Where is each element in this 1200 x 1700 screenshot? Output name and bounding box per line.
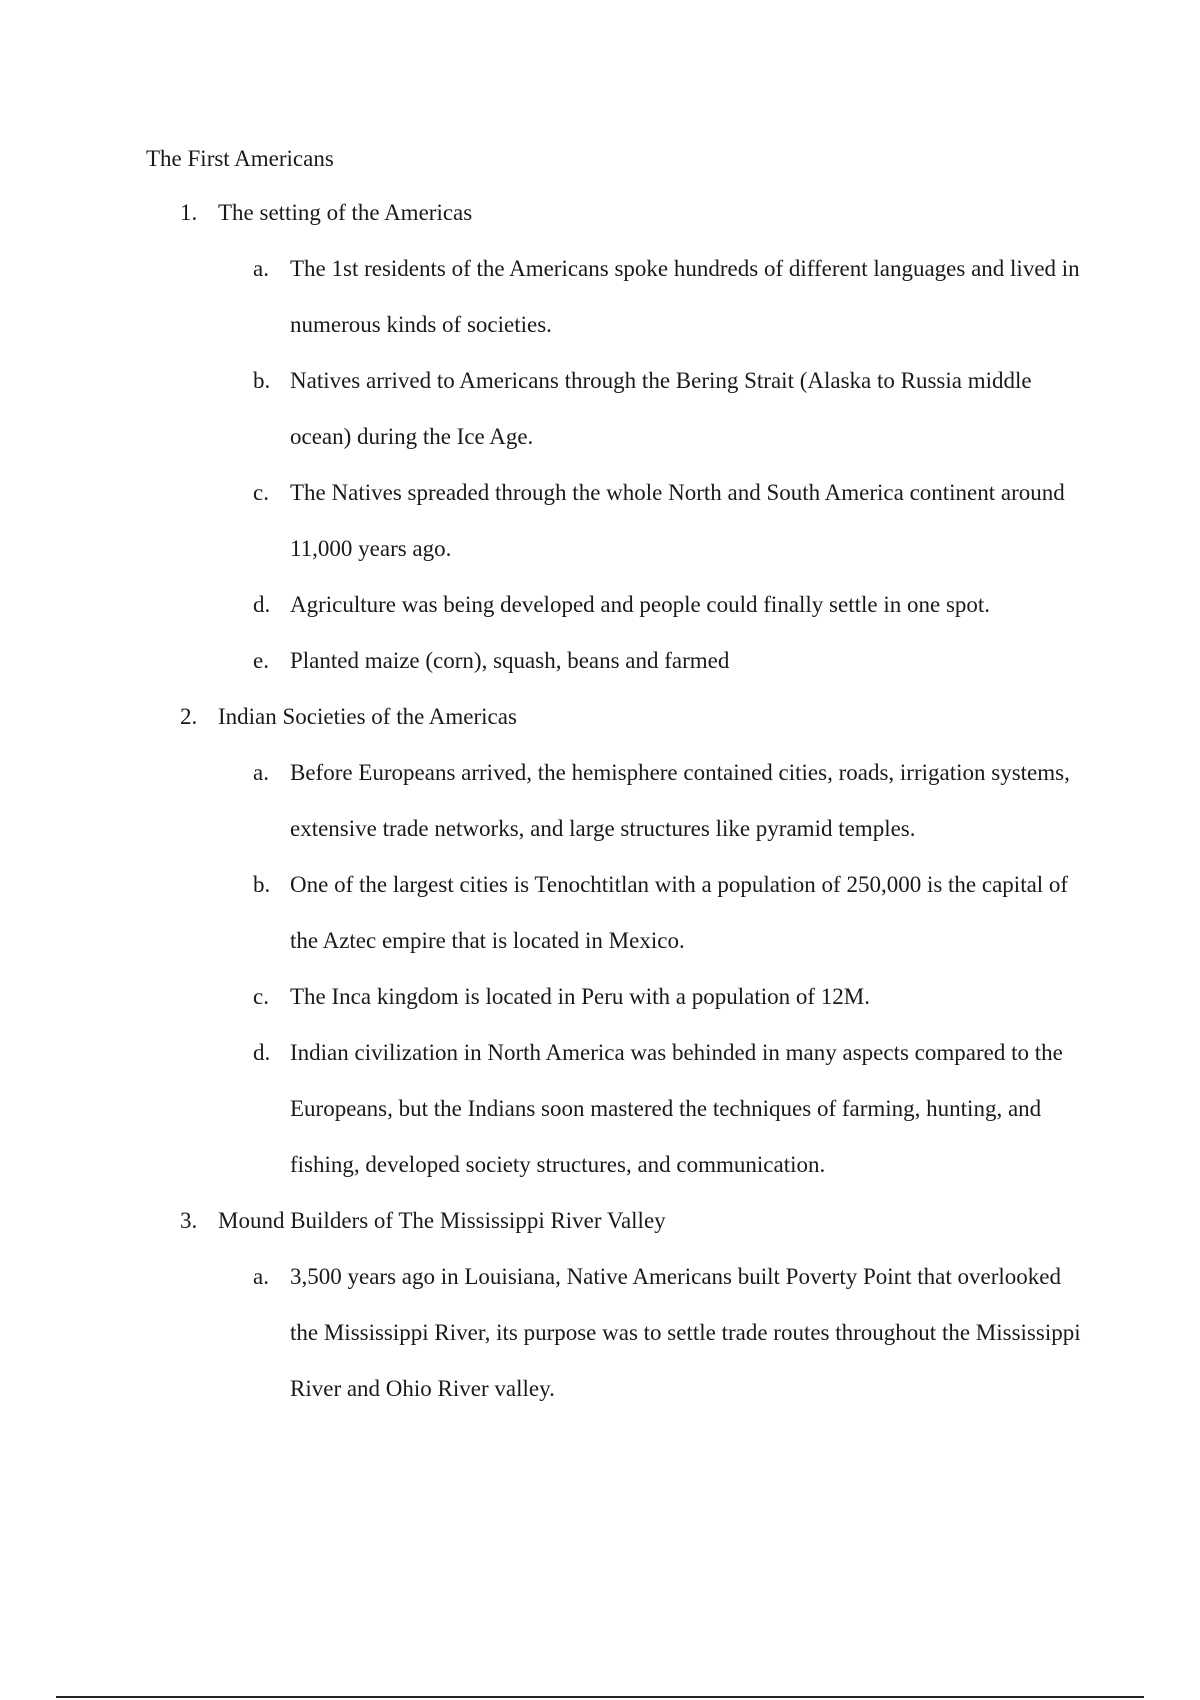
document-title: The First Americans <box>146 146 334 171</box>
list-item <box>0 241 1200 353</box>
section-3 <box>0 1206 1200 1417</box>
section-heading-text: Indian Societies of the Americas <box>218 704 517 729</box>
item-text: Agriculture was being developed and people could finally settle in one spot. <box>290 592 991 617</box>
item-text: The Natives spreaded through the whole North and South America continent around 11,000 years ago. <box>290 480 1065 561</box>
section-number: 2. <box>180 704 198 729</box>
list-item <box>0 633 1200 689</box>
item-text: One of the largest cities is Tenochtitlan with a population of 250,000 is the capital of the Aztec empire that is located in Mexico. <box>290 872 1069 953</box>
item-text: Natives arrived to Americans through the Bering Strait (Alaska to Russia middle ocean) during the Ice Age. <box>290 368 1032 449</box>
section-number: 1. <box>180 200 198 225</box>
list-item <box>0 465 1200 577</box>
page-bottom-rule <box>56 1696 1144 1698</box>
item-letter: d. <box>253 1040 271 1065</box>
item-text: Planted maize (corn), squash, beans and farmed <box>290 648 730 673</box>
item-text: The 1st residents of the Americans spoke hundreds of different languages and lived in numerous kinds of societies. <box>290 256 1080 337</box>
item-letter: b. <box>253 872 271 897</box>
section-heading-text: The setting of the Americas <box>218 200 473 225</box>
section-2 <box>0 702 1200 1193</box>
section-number: 3. <box>180 1208 198 1233</box>
item-letter: b. <box>253 368 271 393</box>
list-item <box>0 745 1200 857</box>
sub-list <box>0 745 1200 1193</box>
outline-list <box>0 198 1200 1430</box>
list-item <box>0 1249 1200 1417</box>
list-item <box>0 353 1200 465</box>
list-item <box>0 577 1200 633</box>
section-heading-text: Mound Builders of The Mississippi River Valley <box>218 1208 666 1233</box>
sub-list <box>0 241 1200 689</box>
list-item <box>0 1025 1200 1193</box>
item-text: The Inca kingdom is located in Peru with a population of 12M. <box>290 984 870 1009</box>
item-letter: a. <box>253 760 269 785</box>
item-letter: d. <box>253 592 271 617</box>
item-letter: c. <box>253 984 269 1009</box>
item-letter: a. <box>253 1264 269 1289</box>
item-letter: a. <box>253 256 269 281</box>
list-item <box>0 857 1200 969</box>
item-text: Indian civilization in North America was behinded in many aspects compared to the Europeans, but the Indians soon mastered the techniques of farming, hunting, and fishing, developed society structures, and communication. <box>290 1040 1063 1177</box>
item-text: Before Europeans arrived, the hemisphere contained cities, roads, irrigation systems, extensive trade networks, and large structures like pyramid temples. <box>290 760 1070 841</box>
item-text: 3,500 years ago in Louisiana, Native Americans built Poverty Point that overlooked the Mississippi River, its purpose was to settle trade routes throughout the Mississippi River and Ohio River valley. <box>290 1264 1081 1401</box>
section-1 <box>0 198 1200 689</box>
sub-list <box>0 1249 1200 1417</box>
list-item <box>0 969 1200 1025</box>
item-letter: c. <box>253 480 269 505</box>
item-letter: e. <box>253 648 269 673</box>
